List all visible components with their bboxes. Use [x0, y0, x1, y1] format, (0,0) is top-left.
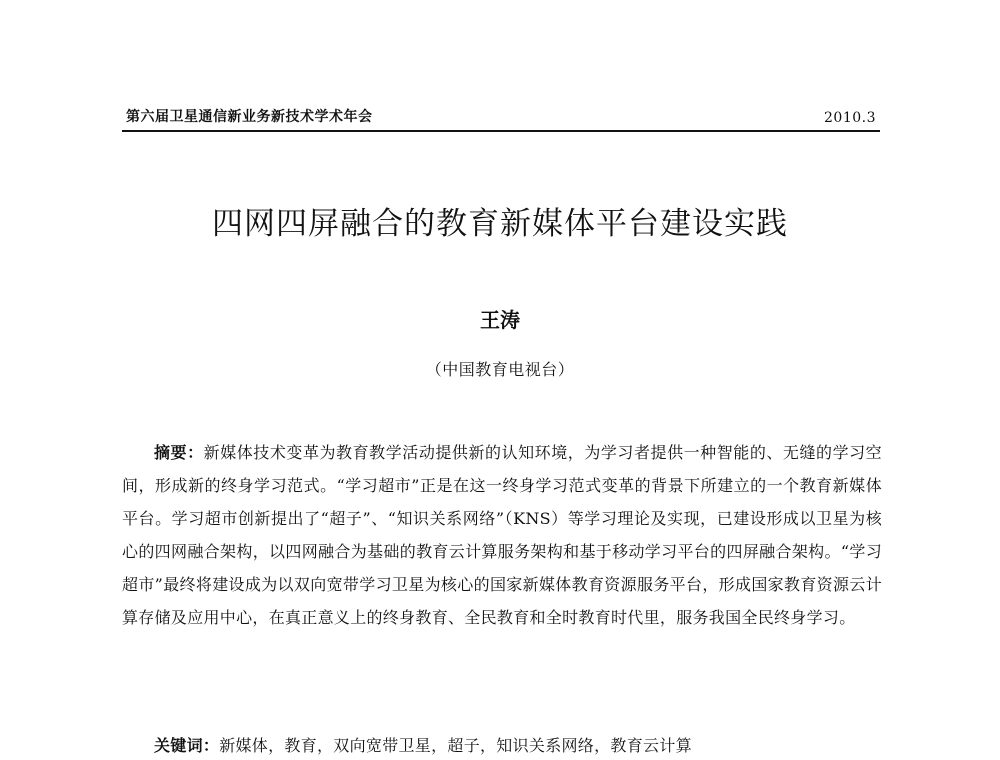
running-header [122, 104, 880, 132]
author-affiliation: （中国教育电视台） [425, 360, 575, 379]
conference-name: 第六届卫星通信新业务新技术学术年会 [126, 109, 373, 125]
abstract-paragraph [122, 436, 882, 634]
paper-title: 四网四屏融合的教育新媒体平台建设实践 [212, 206, 788, 242]
abstract-label: 摘要： [154, 443, 204, 462]
author-name: 王涛 [480, 308, 520, 332]
publication-date: 2010.3 [824, 110, 876, 126]
keywords-line [122, 732, 882, 760]
keywords-label: 关键词： [154, 736, 220, 755]
abstract-text: 新媒体技术变革为教育教学活动提供新的认知环境，为学习者提供一种智能的、无缝的学习空间，形成新的终身学习范式。“学习超市”正是在这一终身学习范式变革的背景下所建立的一个教育新媒体平台。学习超市创新提出了“超子”、“知识关系网络”（KNS）等学习理论及实现，已建设形成以卫星为核心的四网融合架构，以四网融合为基础的教育云计算服务架构和基于移动学习平台的四屏融合架构。“学习超市”最终将建设成为以双向宽带学习卫星为核心的国家新媒体教育资源服务平台，形成国家教育资源云计算存储及应用中心，在真正意义上的终身教育、全民教育和全时教育时代里，服务我国全民终身学习。 [122, 443, 882, 627]
keywords-text: 新媒体，教育，双向宽带卫星，超子，知识关系网络，教育云计算 [219, 736, 692, 755]
